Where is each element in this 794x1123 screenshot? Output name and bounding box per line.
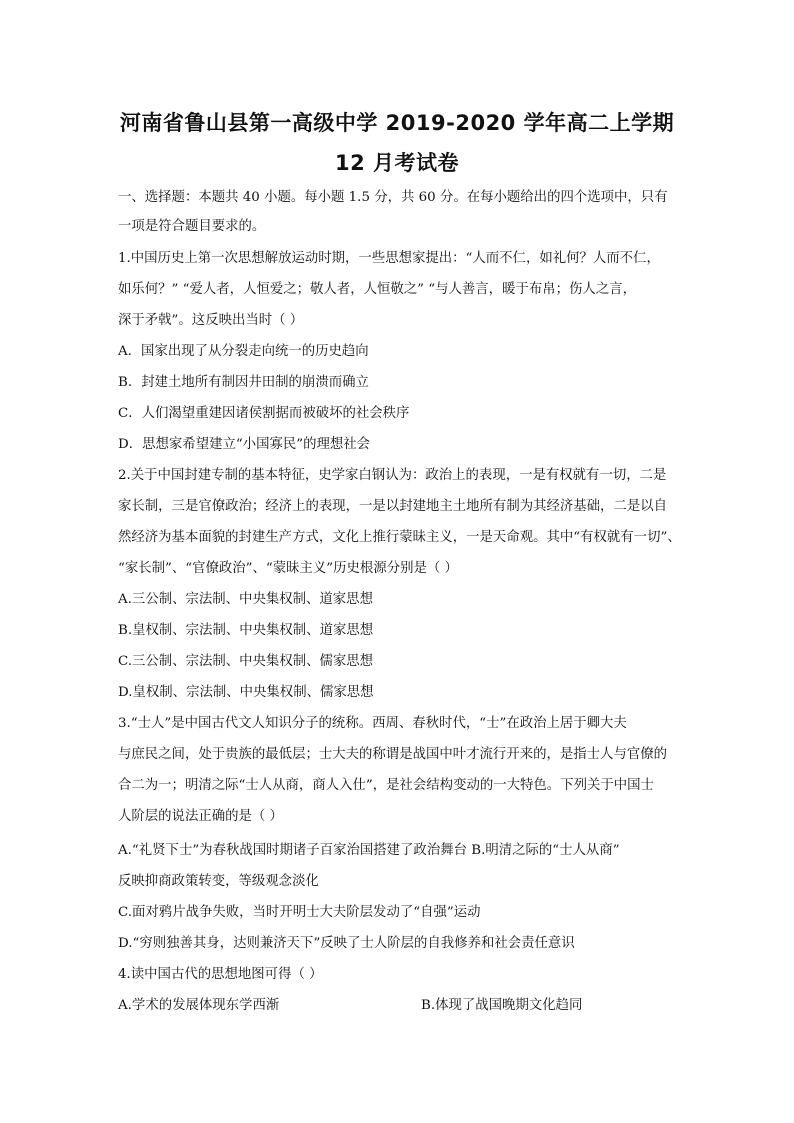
exam-title-line-1: 河南省鲁山县第一高级中学 2019-2020 学年高二上学期 xyxy=(119,111,675,135)
question-1-option-d: D．思想家希望建立“小国寡民”的理想社会 xyxy=(118,437,371,452)
question-3-stem-line: 3.“士人”是中国古代文人知识分子的统称。西周、春秋时代，“士”在政治上居于卿大夫 xyxy=(118,716,627,731)
question-1-stem-line: 1.中国历史上第一次思想解放运动时期，一些思想家提出：“人而不仁，如礼何？人而不仁， xyxy=(118,251,660,266)
question-3-option-line: A.“礼贤下士”为春秋战国时期诸子百家治国搭建了政治舞台 B.明清之际的“士人从商” xyxy=(118,843,620,858)
question-2-stem-line: “家长制”、“官僚政治”、“蒙昧主义”历史根源分别是（ ） xyxy=(118,561,458,576)
question-2-option-d: D.皇权制、宗法制、中央集权制、儒家思想 xyxy=(118,685,374,700)
question-2-option-b: B.皇权制、宗法制、中央集权制、道家思想 xyxy=(118,623,374,638)
question-1-stem-line: 深于矛戟”。这反映出当时（ ） xyxy=(118,313,304,328)
question-1-option-c: C．人们渴望重建因诸侯割据而被破坏的社会秩序 xyxy=(118,406,410,421)
question-2-option-c: C.三公制、宗法制、中央集权制、儒家思想 xyxy=(118,654,374,669)
question-2-stem-line: 家长制，三是官僚政治；经济上的表现，一是以封建地主土地所有制为其经济基础，二是以自 xyxy=(118,499,668,514)
question-2-option-a: A.三公制、宗法制、中央集权制、道家思想 xyxy=(118,592,373,607)
question-3-stem-line: 人阶层的说法正确的是（ ） xyxy=(118,809,283,824)
question-1-option-b: B．封建土地所有制因井田制的崩溃而确立 xyxy=(118,375,369,390)
question-4-option-a: A.学术的发展体现东学西渐 xyxy=(118,998,280,1013)
question-3-stem-line: 与庶民之间，处于贵族的最低层；士大夫的称谓是战国中叶才流行开来的，是指士人与官僚的 xyxy=(118,747,668,762)
question-4-option-b: B.体现了战国晚期文化趋同 xyxy=(421,998,583,1013)
section-instructions-line: 一、选择题：本题共 40 小题。每小题 1.5 分，共 60 分。在每小题给出的四个选项中，只有 xyxy=(118,190,668,205)
question-1-option-a: A．国家出现了从分裂走向统一的历史趋向 xyxy=(118,344,369,359)
question-1-stem-line: 如乐何？” “爱人者，人恒爱之；敬人者，人恒敬之” “与人善言，暖于布帛；伤人之言， xyxy=(118,282,636,297)
exam-title-line-2: 12 月考试卷 xyxy=(334,151,460,175)
question-2-stem-line: 然经济为基本面貌的封建生产方式，文化上推行蒙昧主义，一是天命观。其中“有权就有一切”、 xyxy=(118,530,681,545)
section-instructions-line: 一项是符合题目要求的。 xyxy=(118,219,266,234)
question-3-option-line: 反映抑商政策转变，等级观念淡化 xyxy=(118,874,319,889)
question-3-option-line: D.“穷则独善其身，达则兼济天下”反映了士人阶层的自我修养和社会责任意识 xyxy=(118,936,575,951)
question-4-stem: 4.读中国古代的思想地图可得（ ） xyxy=(118,967,323,982)
question-3-stem-line: 合二为一；明清之际“士人从商，商人入仕”，是社会结构变动的一大特色。下列关于中国士 xyxy=(118,778,654,793)
question-3-option-line: C.面对鸦片战争失败，当时开明士大夫阶层发动了“自强”运动 xyxy=(118,905,481,920)
question-2-stem-line: 2.关于中国封建专制的基本特征，史学家白钢认为：政治上的表现，一是有权就有一切，二是 xyxy=(118,468,667,483)
